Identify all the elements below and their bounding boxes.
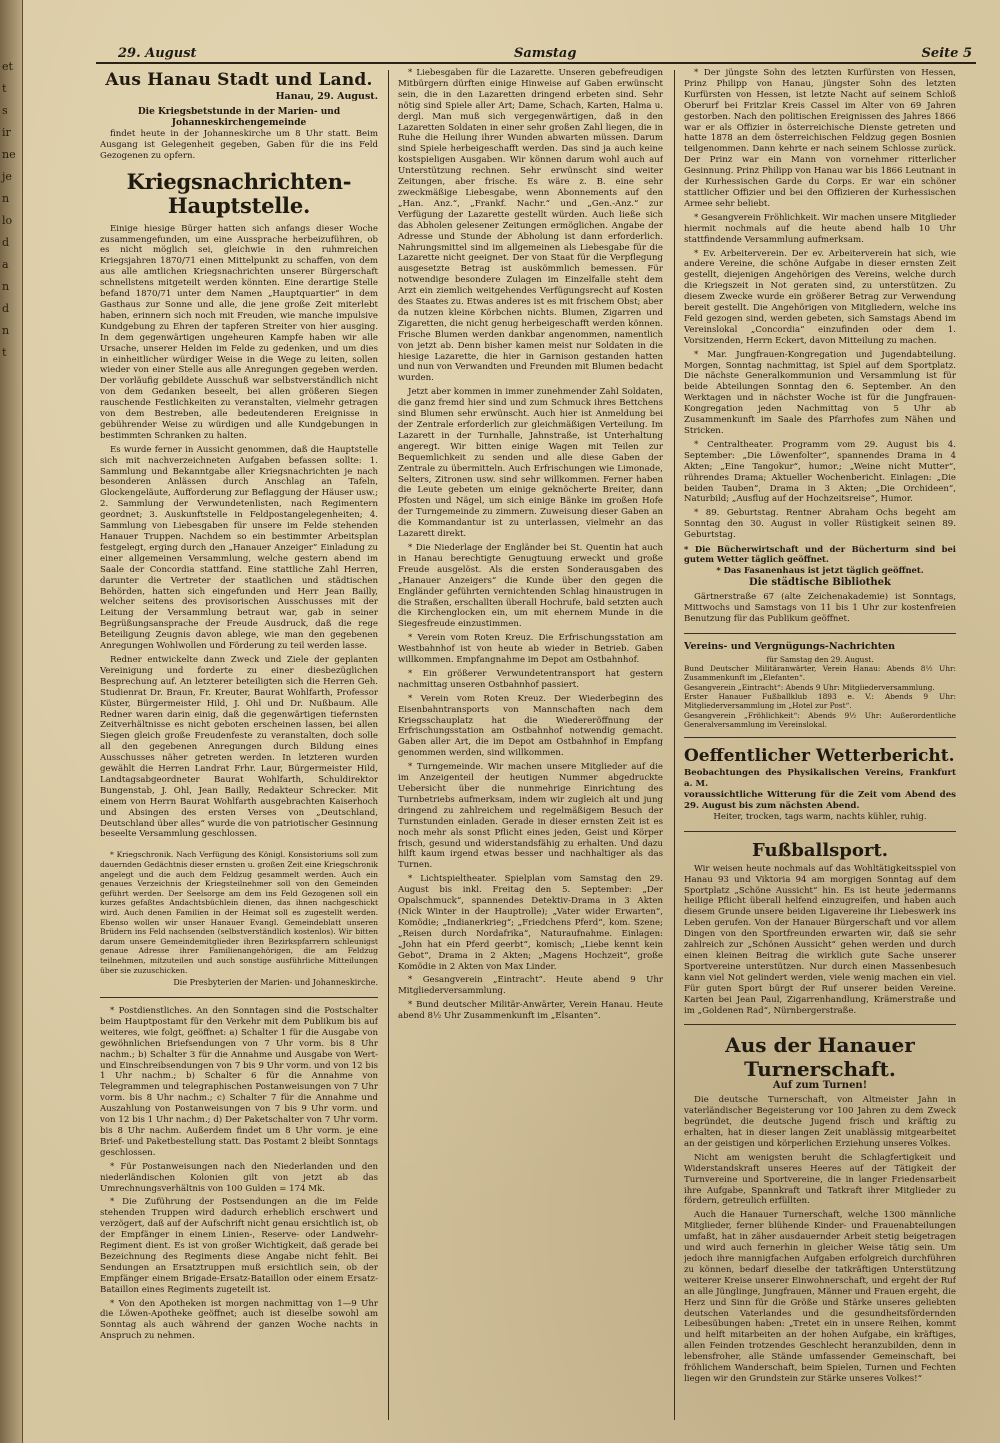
- weather-forecast: Heiter, trocken, tags warm, nachts kühler, ruhig.: [713, 811, 927, 822]
- dateline: Hanau, 29. August.: [275, 91, 378, 102]
- post-notice: * Für Postanweisungen nach den Niederlanden und den niederländischen Kolonien gilt von jetzt ab das Umrechnungsverhältnis von 100 Gulden = 174 Mk.: [100, 1161, 378, 1194]
- edge-fragment: a: [2, 258, 9, 271]
- column-rule: [388, 70, 389, 1420]
- liebesgaben-notice-cont: Jetzt aber kommen in immer zunehmender Zahl Soldaten, die ganz fremd hier sind und zum Schmuck ihres Bettchens sind Blumen sehr erwünscht. Auch hier ist Anmeldung bei der Zentrale erforderlich zur gleichmäßigen Verteilung. Im Lazarett in der Turnhalle, Jahnstraße, ist Unterhaltung angeregt. Wir bitten einige Wagen mit Teilen zur Bequemlichkeit zu senden und alle diese Gaben der Zentrale zu übermitteln. Auch Erfrischungen wie Limonade, Selters, Zitronen usw. sind sehr willkommen. Ferner haben die Leute gebeten um einige geknöcherte Breiter, dann Pfosten und Nägel, um sich einige Bänke im großen Hofe der Turngemeinde zu zimmern. Zuweisung dieser Gaben an die Kommandantur ist zu unterlassen, vielmehr an das Lazarett direkt.: [398, 387, 663, 540]
- rotes-kreuz-notice: * Verein vom Roten Kreuz. Die Erfrischungsstation am Westbahnhof ist von heute ab wieder in Betrieb. Gaben willkommen. Empfangnahme im Depot am Ostbahnhof.: [398, 633, 663, 666]
- divider: [684, 737, 956, 738]
- bibliothek-text: Gärtnerstraße 67 (alte Zeichenakademie) ist Sonntags, Mittwochs und Samstags von 11 bis 1 Uhr zur kostenfreien Benutzung für das Publikum geöffnet.: [684, 592, 956, 624]
- fasanerie-notice: * Das Fasanenhaus ist jetzt täglich geöffnet.: [716, 564, 924, 575]
- zentraltheater-notice: * Centraltheater. Programm vom 29. August bis 4. September: „Die Löwenfolter“, spannendes Drama in 4 Akten; „Eine Tangokur“, humor.; „Weine nicht Mutter“, rührendes Drama; Aktueller Wochenbericht. Einlagen: „Die beiden Tauben“, Drama in 3 Akten; „Die Orchideen“, Naturbild; „Ausflug auf der Hochzeitsreise“, Humor.: [684, 439, 956, 505]
- edge-fragment: n: [2, 280, 10, 293]
- header-day: Samstag: [514, 46, 577, 61]
- weather-period: voraussichtliche Witterung für die Zeit vom Abend des 29. August bis zum nächsten Abend.: [684, 790, 956, 811]
- post-notice: * Die Zuführung der Postsendungen an die im Felde stehenden Truppen wird dadurch erheblich erschwert und verzögert, daß auf der Aufschrift nicht genau ersichtlich ist, ob der Empfänger in einem Linien-, Reserve- oder Landwehr-Regiment dient. Es ist von großer Wichtigkeit, daß gerade bei Bezeichnung des Regiments diese Angabe nicht fehlt. Bei Sendungen an Ersatztruppen muß ersichtlich sein, ob der Empfänger einem Brigade-Ersatz-Bataillon oder einem Ersatz-Bataillon eines Regiments zugeteilt ist.: [100, 1197, 378, 1295]
- froehlichkeit-notice: * Gesangverein Fröhlichkeit. Wir machen unsere Mitglieder hiermit nochmals auf die heute abend halb 10 Uhr stattfindende Versammlung aufmerksam.: [684, 212, 956, 245]
- militaer-notice: * Bund deutscher Militär-Anwärter, Verein Hanau. Heute abend 8½ Uhr Zusammenkunft im „Elsanten“.: [398, 1000, 663, 1022]
- kriegschronik-text: * Kriegschronik. Nach Verfügung des Königl. Konsistoriums soll zum dauernden Gedächtnis dieser ernsten u. großen Zeit eine Kriegschronik angelegt und die auch dem Feldzug gesammelt werden. Auch ein genaues Verzeichnis der Kriegsteilnehmer soll von den Gemeinden geführt werden. Der Seelsorge am dem ins Feld Gezogenen soll ein kurzes gefaßtes Andachtsbüchlein dienen, das ihnen nachgeschickt wird. Auch denen Familien in der Heimat soll es zugestellt werden. Ebenso wollen wir unser Hanauer Evangl. Gemeindeblatt unseren Brüdern ins Feld nachsenden (selbstverständlich kostenlos). Wir bitten darum unsere Gemeindemitglieder ihren Bezirkspfarrern schleunigst genaue Adresse ihrer Familienangehörigen, die am Feldzug teilnehmen, mitzuteilen und auch sonstige ausführliche Mitteilungen über sie zuzuschicken.: [100, 850, 378, 975]
- weather-heading: Oeffentlicher Wetterbericht.: [684, 746, 955, 767]
- turnerschaft-paragraph: Nicht am wenigsten beruht die Schlagfertigkeit und Widerstandskraft unseres Heeres auf der Tätigkeit der Turnvereine und Sportvereine, die in langer Friedensarbeit ihre Aufgabe, Spannkraft und Tatkraft ihrer Mitglieder zu fördern, getreulich erfüllten.: [684, 1152, 956, 1207]
- liebesgaben-notice: * Liebesgaben für die Lazarette. Unseren gebefreudigen Mitbürgern dürften einige Hinweise auf Gaben erwünscht sein, die in den Lazaretten dringend erbeten sind. Sehr nötig sind Spiele aller Art; Dame, Schach, Karten, Halma u. dergl. Man muß sich vergegenwärtigen, daß in den Lazaretten Soldaten in einer sehr großen Zahl liegen, die in Ruhe die Heilung ihrer Wunden abwarten müssen. Darum sind Spiele herbeigeschafft werden. Das sind ja auch keine kostspieligen Ausgaben. Wir können darum wohl auch auf Unterstützung rechnen. Sehr erwünscht sind weiter Zeitungen, aber frische. Es wäre z. B. eine sehr zweckmäßige Liebesgabe, wenn Abonnements auf den „Han. Anz.“, „Frankf. Nachr.“ und „Gen.-Anz.“ zur Verfügung der Lazarette gestellt würden. Auch ließe sich das Abholen gelesener Zeitungen ermöglichen. Angabe der Adresse und Stunde der Abholung ist dann erforderlich. Nahrungsmittel sind im allgemeinen als Liebesgabe für die Lazarette nicht geeignet. Der von Staat für die Verpflegung ausgesetzte Betrag ist auskömmlich bemessen. Für notwendige besondere Zulagen im Einzelfalle steht dem Arzt ein ziemlich weitgehendes Verfügungsrecht auf Kosten des Staates zu. Etwas anderes ist es mit frischem Obst; aber da nutzen kleine Körbchen nichts. Blumen, Zigarren und Zigaretten, die nicht genug herbeigeschafft werden können. Frische Blumen werden dankbar angenommen, namentlich von jetzt ab. Denn bisher kamen meist nur Soldaten in die hiesige Lazarette, die hier in Garnison gestanden hatten und nun von Verwandten und Freunden mit Blumen bedacht wurden.: [398, 68, 663, 384]
- adjacent-page-edge: [0, 0, 23, 1443]
- edge-fragment: n: [2, 324, 10, 337]
- kurfuerst-notice: * Der jüngste Sohn des letzten Kurfürsten von Hessen, Prinz Philipp von Hanau, jüngster Sohn des letzten Kurfürsten von Hessen, ist letzte Nacht auf seinem Schloß Oberurf bei Fritzlar Kreis Cassel im Alter von 69 Jahren gestorben. Nach den politischen Ereignissen des Jahres 1866 war er als Offizier in österreichische Dienste getreten und hatte 1878 an dem österreichischen Feldzug gegen Bosnien teilgenommen. Dann kehrte er nach seinem Schlosse zurück. Der Prinz war ein Mann von vornehmer ritterlicher Gesinnung. Prinz Philipp von Hanau war bis 1866 Leutnant in der Kurhessischen Garde du Corps. Er war ein schöner stattlicher Offizier und bei den Offizieren der Kurhessischen Armee sehr beliebt.: [684, 68, 956, 209]
- header-page-number: Seite 5: [921, 46, 972, 61]
- vereine-subheading: für Samstag den 29. August.: [766, 654, 874, 664]
- divider: [684, 831, 956, 832]
- edge-fragment: ir: [2, 126, 11, 139]
- lichtspiel-notice: * Lichtspieltheater. Spielplan vom Samstag den 29. August bis inkl. Freitag den 5. September: „Der Opalschmuck“, spannendes Detektiv-Drama in 3 Akten (Nick Winter in der Hauptrolle); „Vater wider Erwarten“, Komödie; „Indianerkrieg“; „Friedchens Pferd“, kom. Szene; „Reisen durch Nordafrika“, Naturaufnahme. Einlagen: „John hat ein Pferd geerbt“, komisch; „Liebe kennt kein Gebot“, Drama in 2 Akten; „Magens Hochzeit“, große Komödie in 2 Akten von Max Linder.: [398, 874, 663, 972]
- column-1: [100, 68, 378, 1428]
- vereine-heading: Vereins- und Vergnügungs-Nachrichten: [684, 640, 896, 652]
- turnerschaft-paragraph: Auch die Hanauer Turnerschaft, welche 1300 männliche Mitglieder, ferner blühende Kinder- und Frauenabteilungen umfaßt, hat in zäher ausdauernder Arbeit stetig beigetragen und wird auch fernerhin in gleicher Weise tätig sein. Um jedoch ihre mannigfachen Aufgaben erfolgreich durchführen zu können, bedarf dieselbe der tatkräftigen Unterstützung weiterer Kreise unserer Einwohnerschaft, und ergeht der Ruf an alle Jünglinge, Jungfrauen, Männer und Frauen ergeht, die Herz und Sinn für die Größe und Stärke unseres geliebten deutschen Vaterlandes und die gesundheitsfördernden Leibesübungen haben: „Tretet ein in unsere Reihen, kommt und helft mitarbeiten an der hohen Aufgabe, ein kräftiges, allen Feinden trotzendes Geschlecht heranzubilden, denn in lebensfroher, alle Stände umfassender Gemeinschaft, bei fröhlichem Wanderschaft, beim Spielen, Turnen und Fechten liegen wir den Grundstein zur Stärke unseres Volkes!“: [684, 1210, 956, 1384]
- kriegschronik-signature: Die Presbyterien der Marien- und Johanneskirche.: [173, 978, 378, 988]
- hauptstelle-heading: Kriegsnachrichten-Hauptstelle.: [126, 168, 352, 218]
- page-header: [96, 44, 976, 64]
- fussball-heading: Fußballsport.: [752, 839, 888, 861]
- vereine-item: Erster Hanauer Fußballklub 1893 e. V.: Abends 9 Uhr: Mitgliederversammlung im „Hotel zur Post“.: [684, 692, 956, 711]
- column-3: [684, 68, 956, 1428]
- divider: [100, 997, 378, 998]
- column-2: [398, 68, 663, 1428]
- vereine-item: Gesangverein „Eintracht“: Abends 9 Uhr: Mitgliederversammlung.: [684, 682, 935, 692]
- bibliothek-heading: Die städtische Bibliothek: [749, 577, 891, 589]
- article-paragraph: Redner entwickelte dann Zweck und Ziele der geplanten Vereinigung und forderte zu einer diesbezüglichen Besprechung auf. An letzterer beteiligten sich die Herren Geh. Studienrat Dr. Braun, Fr. Kreuter, Baurat Wohlfarth, Professor Küster, Bürgermeister Hild, J. Ohl und Dr. Nußbaum. Alle Redner waren darin einig, daß die gegenwärtigen tiefernsten Zeitverhältnisse es nicht geboten erscheinen lassen, bei allen Siegen gleich große Freudenfeste zu veranstalten, doch solle all den gegebenen Anregungen durch Bildung eines Ausschusses näher getreten werden. In letzteren wurden gewählt die Herren Landrat Frhr. Laur, Bürgermeister Hild, Landtagsabgeordneter Baurat Wohlfarth, Schuldirektor Bungenstab, J. Ohl, Jean Bailly, Redakteur Schrecker. Mit einem von Herrn Baurat Wohlfarth ausgebrachten Kaiserhoch und Absingen des ersten Verses von „Deutschland, Deutschland über alles“ wurde die von patriotischer Gesinnung beseelte Versammlung geschlossen.: [100, 654, 378, 840]
- weather-source: Beobachtungen des Physikalischen Vereins, Frankfurt a. M.: [684, 768, 956, 790]
- edge-fragment: t: [2, 346, 7, 359]
- header-date: 29. August: [118, 46, 197, 61]
- article-paragraph: Es wurde ferner in Aussicht genommen, daß die Hauptstelle sich mit nachverzeichneten Aufgaben befassen sollte: 1. Sammlung und Bekanntgabe aller Kriegsnachrichten je nach besonderen Anlässen durch Anschlag an Tafeln, Glockengeläute, Aufforderung zur Beflaggung der Häuser usw.; 2. Sammlung der Verwundetenlisten, nach Regimentern geordnet; 3. Auskunftstelle in Feldpostangelegenheiten; 4. Sammlung von Liebesgaben für unsere im Felde stehenden Hanauer Truppen. Nachdem so ein bestimmter Arbeitsplan festgelegt, erging durch den „Hanauer Anzeiger“ Einladung zu einer allgemeinen Versammlung, welche gestern abend im Saale der Concordia stattfand. Eine stattliche Zahl Herren, darunter die Vertreter der staatlichen und städtischen Behörden, hatten sich eingefunden und Herr Jean Bailly, welcher seitens des provisorischen Ausschusses mit der Leitung der Versammlung betraut war, gab in seiner Begrüßungsansprache der Freude Ausdruck, daß die rege Beteiligung Zeugnis davon ablege, wie man den gegebenen Anregungen Wohlwollen und Förderung zu teil werden lasse.: [100, 444, 378, 652]
- divider: [684, 633, 956, 634]
- rotes-kreuz-notice-2: * Verein vom Roten Kreuz. Der Wiederbeginn des Eisenbahntransports von Mannschaften nach dem Kriegsschauplatz hat die Wiedereröffnung der Erfrischungsstation am Ostbahnhof notwendig gemacht. Gaben aller Art, die im Depot am Ostbahnhof in Empfang genommen werden, sind willkommen.: [398, 693, 663, 759]
- eintracht-notice: * Gesangverein „Eintracht“. Heute abend 9 Uhr Mitgliederversammlung.: [398, 975, 663, 997]
- column-rule: [674, 70, 675, 1420]
- kriegsbetstunde-heading: Die Kriegsbetstunde in der Marien- und Johanneskirchengemeinde: [137, 106, 341, 128]
- niederlage-notice: * Die Niederlage der Engländer bei St. Quentin hat auch in Hanau berechtigte Genugtuung erweckt und große Freude ausgelöst. Als die ersten Sonderausgaben des „Hanauer Anzeigers“ die Kunde über den gegen die Engländer geführten vernichtenden Schlag hinaustrugen in die Straßen, erschallten überall Hochrufe, bald setzten auch die Kirchenglocken ein, um mit ehernem Munde in die Siegesfreude einzustimmen.: [398, 542, 663, 630]
- arbeiterverein-notice: * Ev. Arbeiterverein. Der ev. Arbeiterverein hat sich, wie andere Vereine, die schöne Aufgabe in dieser ernsten Zeit gestellt, diejenigen Angehörigen des Vereins, welche durch die Kriegszeit in Not geraten sind, zu unterstützen. Zu diesem Zwecke wurde ein größerer Betrag zur Verwendung bereit gestellt. Die Angehörigen von Mitgliedern, welche ins Feld gezogen sind, werden gebeten, sich Samstags Abend im Vereinslokal „Concordia“ einzufinden oder dem 1. Vorsitzenden, Herrn Eckert, davon Mitteilung zu machen.: [684, 248, 956, 346]
- buecherwirtschaft-notice: * Die Bücherwirtschaft und der Bücherturm sind bei gutem Wetter täglich geöffnet.: [684, 544, 956, 565]
- kriegschronik-notice: [100, 850, 378, 989]
- edge-fragment: je: [2, 170, 12, 183]
- turnerschaft-subheading: Auf zum Turnen!: [772, 1080, 868, 1092]
- turnerschaft-paragraph: Die deutsche Turnerschaft, von Altmeister Jahn in vaterländischer Begeisterung vor 100 Jahren zu dem Zweck begründet, die deutsche Jugend frisch und kräftig zu erhalten, hat in dieser langen Zeit unablässig mitgearbeitet an der geistigen und körperlichen Erziehung unseres Volkes.: [684, 1095, 956, 1149]
- edge-fragment: d: [2, 236, 10, 249]
- fussball-text: Wir weisen heute nochmals auf das Wohltätigkeitsspiel von Hanau 93 und Viktoria 94 am morgigen Sonntag auf dem Sportplatz „Schöne Aussicht“ hin. Es ist heute jedermanns heilige Pflicht überall helfend einzugreifen, und haben auch diesem Grunde unsere beiden Ligavereine ihr Liebeswerk ins Leben gerufen. Von der Hanauer Bürgerschaft und vor allem Dingen von den Sportfreunden erwarten wir, daß sie sehr zahlreich zur „Schönen Aussicht“ gehen werden und durch einen kleinen Beitrag die wirklich gute Sache unserer Sportvereine unterstützen. Nur durch einen Massenbesuch kann viel Not gelindert werden, viele wenig machen ein viel. Für guten Sport bürgt der Ruf unserer beiden Vereine. Karten bei Jean Paul, Zigarrenhandlung, Krämerstraße und im „Goldenen Rad“, Nürnbergerstraße.: [684, 863, 956, 1016]
- post-notice: * Postdienstliches. An den Sonntagen sind die Postschalter beim Hauptpostamt für den Verkehr mit dem Publikum bis auf weiteres, wie folgt, geöffnet: a) Schalter 1 für die Ausgabe von gewöhnlichen Briefsendungen von 7 Uhr vorm. bis 8 Uhr nachm.; b) Schalter 3 für die Annahme und Ausgabe von Wert- und Einschreibsendungen von 7 bis 9 Uhr vorm. und von 12 bis 1 Uhr nachm.; b) Schalter 6 für die Annahme von Telegrammen und telegraphischen Postanweisungen von 7 Uhr vorm. bis 8 Uhr nachm.; c) Schalter 7 für die Annahme und Auszahlung von Postanweisungen von 7 bis 9 Uhr vorm. und von 12 bis 1 Uhr nachm.; d) Der Paketschalter von 7 Uhr vorm. bis 8 Uhr nachm. Außerdem findet um 8 Uhr vorm. je eine Brief- und Paketbestellung statt. Das Postamt 2 bleibt Sonntags geschlossen.: [100, 1006, 378, 1158]
- vereine-item: Gesangverein „Fröhlichkeit“: Abends 9½ Uhr: Außerordentliche Generalversammlung im Vereinslokal.: [684, 710, 956, 729]
- article-paragraph: Einige hiesige Bürger hatten sich anfangs dieser Woche zusammengefunden, um eine Aussprache herbeizuführen, ob es nicht möglich sei, gleichwie in den ruhmreichen Kriegsjahren 1870/71 einen Mittelpunkt zu schaffen, von dem aus alle amtlichen Kriegsnachrichten unserer Bürgerschaft schnellstens mitgeteilt werden könnten. Eine derartige Stelle befand 1870/71 unter dem Namen „Hauptquartier“ in dem Gasthaus zur Sonne und alle, die jene große Zeit miterlebt haben, erinnern sich noch mit Freuden, wie manche impulsive Kundgebung zu Ehren der tapferen Streiter von hier ausging. In dem gegenwärtigen ungeheuren Kampfe haben wir alle Ursache, unserer Helden im Felde zu gedenken, und um dies in einheitlicher würdiger Weise in die Wege zu leiten, sollen wieder von einer Stelle aus alle Anregungen gegeben werden. Der vorläufig gebildete Ausschuß war selbstverständlich nicht von dem Gedanken beseelt, bei allen größeren Siegen rauschende Festlichkeiten zu veranstalten, vielmehr getragen von dem Bestreben, alle bedeutenderen Ereignisse in gebührender Weise zu würdigen und alle Kundgebungen in bestimmten Schranken zu halten.: [100, 223, 378, 441]
- turngemeinde-notice: * Turngemeinde. Wir machen unsere Mitglieder auf die im Anzeigenteil der heutigen Nummer abgedruckte Uebersicht über die nunmehrige Einrichtung des Turnbetriebs aufmerksam, indem wir zugleich alt und jung dringend zu zahlreichem und regelmäßigem Besuch der Turnstunden einladen. Gerade in dieser ernsten Zeit ist es noch mehr als sonst Pflicht eines jeden, Geist und Körper frisch, gesund und widerstandsfähig zu erhalten. Und dazu hilft kaum irgend etwas besser und nachhaltiger als das Turnen.: [398, 762, 663, 871]
- kriegsbetstunde-text: findet heute in der Johanneskirche um 8 Uhr statt. Beim Ausgang ist Gelegenheit gegeben, Gaben für die ins Feld Gezogenen zu opfern.: [100, 128, 378, 161]
- geburtstag-notice: * 89. Geburtstag. Rentner Abraham Ochs begeht am Sonntag den 30. August in voller Rüstigkeit seinen 89. Geburtstag.: [684, 508, 956, 541]
- section-title: Aus Hanau Stadt und Land.: [105, 70, 373, 90]
- edge-fragment: d: [2, 302, 10, 315]
- edge-fragment: n: [2, 192, 10, 205]
- turnerschaft-heading: Aus der Hanauer Turnerschaft.: [725, 1033, 915, 1082]
- jungfrauen-notice: * Mar. Jungfrauen-Kongregation und Jugendabteilung. Morgen, Sonntag nachmittag, ist Spiel auf dem Sportplatz. Die nächste Generalkommunion und Versammlung ist für beide Abteilungen Sonntag den 6. September. An den Werktagen und in nächster Woche ist für die Jungfrauen-Kongregation jeden Nachmittag von 5 Uhr ab Zusammenkunft im Saale des Pfarrhofes zum Nähen und Stricken.: [684, 349, 956, 436]
- edge-fragment: t: [2, 82, 7, 95]
- edge-fragment: et: [2, 60, 13, 73]
- apotheken-notice: * Von den Apotheken ist morgen nachmittag von 1—9 Uhr die Löwen-Apotheke geöffnet; auch ist dieselbe sowohl am Sonntag als auch während der ganzen Woche nachts in Anspruch zu nehmen.: [100, 1298, 378, 1342]
- verwundeten-notice: * Ein größerer Verwundetentransport hat gestern nachmittag unseren Ostbahnhof passiert.: [398, 668, 663, 690]
- edge-fragment: ne: [2, 148, 16, 161]
- edge-fragment: s: [2, 104, 8, 117]
- edge-fragment: lo: [2, 214, 13, 227]
- divider: [684, 1024, 956, 1025]
- vereine-item: Bund Deutscher Militäranwärter, Verein Hanau: Abends 8½ Uhr: Zusammenkunft im „Elefanten“.: [684, 664, 956, 683]
